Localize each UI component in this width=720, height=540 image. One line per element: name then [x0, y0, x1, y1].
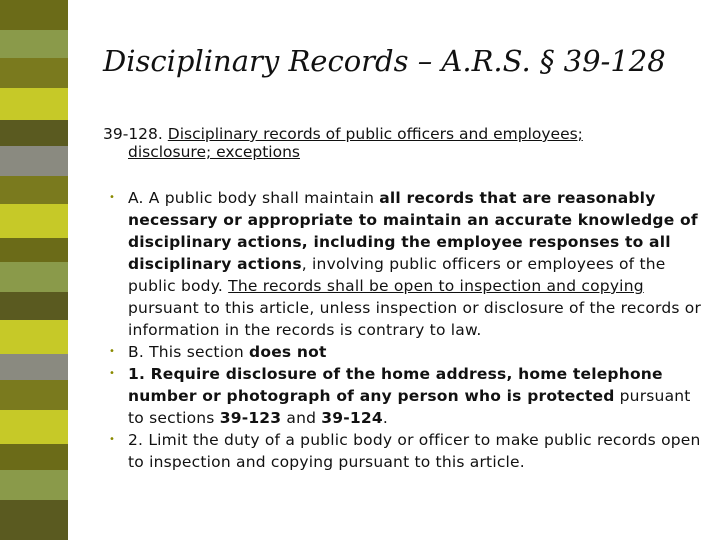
- bullet-item-2: • 2. Limit the duty of a public body or officer to make public records open to inspection and copying pursuant to this article.: [109, 431, 701, 471]
- bullet-icon: •: [109, 192, 116, 203]
- statute-title-line2: disclosure; exceptions: [128, 143, 300, 161]
- bullet-icon: •: [109, 368, 116, 379]
- slide-title: Disciplinary Records – A.R.S. § 39-128: [103, 44, 666, 78]
- bullet-list: [103, 187, 703, 473]
- statute-title-line1: Disciplinary records of public officers and employees;: [167, 125, 583, 143]
- statute-number: 39-128.: [103, 125, 163, 143]
- bullet-item-b: • B. This section does not: [109, 343, 327, 361]
- statute-heading: [103, 125, 693, 161]
- decorative-stripe: [0, 0, 68, 540]
- bullet-icon: •: [109, 434, 116, 445]
- bullet-item-a: • A. A public body shall maintain all records that are reasonably necessary or appropriate to maintain an accurate knowledge of disciplinary actions, including the employee responses to all disciplinary actions, involving public officers or employees of the public body. The records shall be open to inspection and copying pursuant to this article, unless inspection or disclosure of the records or information in the records is contrary to law.: [109, 189, 702, 339]
- bullet-icon: •: [109, 346, 116, 357]
- bullet-item-1: • 1. Require disclosure of the home address, home telephone number or photograph of any person who is protected pursuant to sections 39-123 and 39-124.: [109, 365, 691, 427]
